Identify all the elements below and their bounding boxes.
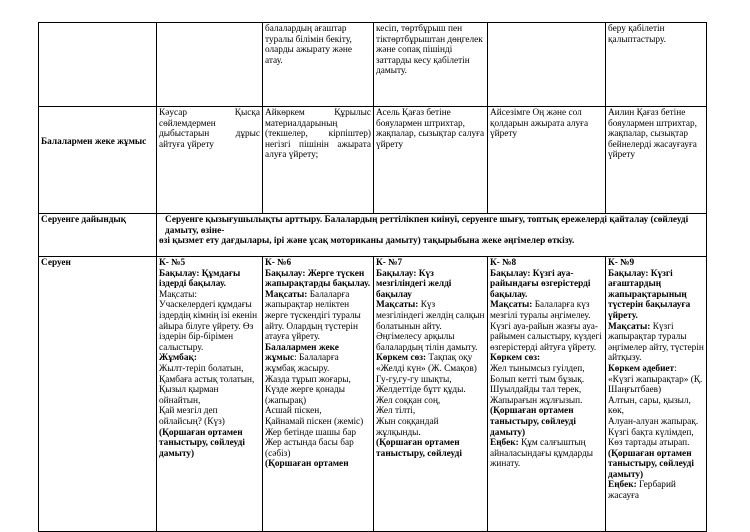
- goal-text: Күзгі жапырақтар туралы әңгімелер айту, түстерін айтқызу.: [608, 321, 704, 364]
- poem-line: Гу-гу,гу-гу шықты,: [376, 374, 452, 385]
- subject-tag: (Қоршаған ортамен таныстыру, сөйлеуді дамыту): [490, 406, 576, 438]
- cell-mon: Кәусар Қысқа сөйлемдермен дыбыстарын дұрыс айтуға үйрету: [157, 107, 263, 214]
- poem-line: Күзгі бақта күлімдеп,: [608, 427, 694, 438]
- riddle-line: Қамбаға астық толатын,: [159, 374, 255, 385]
- row-label: Серуенге дайындық: [39, 214, 157, 257]
- row-label: [39, 23, 157, 107]
- cell-mon: [157, 23, 263, 107]
- poem-line: Алтын, сары, қызыл, көк,: [608, 395, 691, 417]
- observation-title: Бақылау: Күзгі ағаштардың жапырақтарының түстерін бақылауға үйрету.: [608, 268, 691, 321]
- poem-line: Желдеттіде бұтт құды.: [376, 385, 466, 396]
- goal-label: Мақсаты:: [608, 321, 651, 332]
- riddle-line: Қайнамай піскен (жеміс): [265, 416, 364, 427]
- goal-label: Мақсаты:: [265, 289, 308, 300]
- cell-wed: кесіп, төртбұрыш пен тіктөртбұрыштан дөңгелек және сопақ пішінді заттарды кесу қабілетін дамыту.: [374, 23, 488, 107]
- riddle-line: Қызыл қырман ойнайтын,: [159, 385, 219, 406]
- labor-text: Құм салғыштың айналасындағы құмдарды жинату.: [490, 438, 594, 470]
- poem-line: Жапырағын жұлғызып.: [490, 395, 583, 406]
- art-word-text: Тақпақ оқу «Желді күн» (Ж. Смақов): [376, 353, 477, 374]
- row-label: Балалармен жеке жұмыс: [39, 107, 157, 214]
- observation-title: Бақылау: Күз мезгіліндегі желді бақылау: [376, 268, 452, 300]
- cell-mon: [157, 257, 263, 532]
- cell-tue: [263, 257, 374, 532]
- art-word-label: Көркем сөз:: [490, 353, 541, 364]
- observation-title: Бақылау: Күзгі ауа-райындағы өзгерістерді бақылау.: [490, 268, 591, 300]
- cell-wed: [374, 257, 488, 532]
- cell-thu: Айсезімге Оң және сол қолдарын ажырата алуға үйрету: [488, 107, 606, 214]
- riddle-line: Жазда тұрып жоғары,: [265, 374, 351, 385]
- table-row-walk: [39, 257, 707, 532]
- cell-tue: Айкөркем Құрылыс материалдарының (текшелер, кірпіштер) негізгі пішінін ажырата алуға үйрету;: [263, 107, 374, 214]
- cell-tue: балалардың ағаштар туралы білімін бекіту, оларды ажырату және атау.: [263, 23, 374, 107]
- goal-label: Мақсаты:: [490, 300, 533, 311]
- walk-preparation-line-2: өзі қызмет ету дағдылары, ірі және ұсақ моториканы дамыту) тақырыбына жеке әңгімелер өткізу.: [159, 236, 575, 247]
- card-number: К- №7: [376, 258, 403, 268]
- labor-text: Гербарий жасауға: [608, 480, 676, 502]
- subject-tag: (Қоршаған ортамен таныстыру, сөйлеуді дамыту): [608, 448, 694, 480]
- walk-preparation-text: [157, 214, 707, 257]
- goal-label: Мақсаты:: [159, 289, 197, 300]
- individual-work-label: Балалармен жеке жұмыс: [265, 342, 339, 364]
- riddle-line: Жылт-теріп болатын,: [159, 363, 244, 374]
- poem-line: Жын соққандай жұлқынды.: [376, 416, 439, 438]
- poem-line: Жел тынымсыз гуілдеп,: [490, 363, 585, 374]
- observation-title: Бақылау: Жерге түскен жапырақтарды бақылау.: [265, 268, 371, 290]
- cell-thu: [488, 257, 606, 532]
- art-literature-text: : «Күзгі жапырақтар» (Қ. Шаңғытбаев): [608, 363, 703, 396]
- table-row-continuation: [39, 23, 707, 107]
- poem-line: Жел соққан соң,: [376, 395, 441, 406]
- card-number: К- №6: [265, 258, 292, 268]
- riddle-label: Жұмбақ:: [159, 353, 197, 364]
- art-literature-label: Көркем әдебиет: [608, 363, 675, 374]
- schedule-table: [38, 22, 707, 532]
- subject-tag: (Қоршаған ортамен таныстыру, сөйлеуді дамыту): [159, 427, 245, 459]
- individual-work-text: : Балаларға жұмбақ жасыру.: [265, 353, 339, 374]
- riddle-line: Қай мезгіл деп ойлайсың? (Күз): [159, 406, 225, 427]
- table-row-walk-preparation: [39, 214, 707, 257]
- subject-tag: (Қоршаған ортамен таныстыру, сөйлеуді: [376, 438, 462, 459]
- cell-fri: беру қабілетін қалыптастыру.: [606, 23, 707, 107]
- riddle-line: Жер бетінде шашы бар: [265, 427, 357, 438]
- goal-label: Мақсаты:: [376, 300, 419, 311]
- subject-tag: (Қоршаған ортамен: [265, 459, 349, 470]
- poem-line: Шуылдайды тал терек,: [490, 385, 582, 396]
- cell-wed: Асель Қағаз бетіне бояулармен штрихтар, жақпалар, сызықтар салуға үйрету: [374, 107, 488, 214]
- card-number: К- №9: [608, 258, 635, 268]
- card-number: К- №8: [490, 258, 517, 268]
- goal-text: Балаларға күз мезгілі туралы әңгімелеу. Күзгі ауа-райын жазғы ауа-райымен салыстыру, күздегі өзгерістерді айтуға үйрету.: [490, 300, 602, 353]
- goal-text: Күз мезгіліндегі желдің салқын болатынын айту. Әңгімелесу арқылы балалардың тілін дамыту.: [376, 300, 485, 353]
- riddle-line: Жер астында басы бар (сәбіз): [265, 438, 354, 459]
- row-label: Серуен: [39, 257, 157, 532]
- art-word-label: Көркем сөз:: [376, 353, 427, 364]
- poem-line: Көз тартады атырап.: [608, 438, 690, 449]
- cell-fri: [606, 257, 707, 532]
- poem-line: Болып кетті тым бұзық.: [490, 374, 585, 385]
- cell-thu: [488, 23, 606, 107]
- riddle-line: Күзде жерге қонады (жапырақ): [265, 385, 345, 406]
- observation-title: Бақылау: Құмдағы іздерді бақылау.: [159, 268, 241, 290]
- goal-text: Балаларға жапырақтар неліктен жерге түскендігі туралы айту. Олардың түстерін атауға үйрету.: [265, 289, 361, 343]
- cell-fri: Аилин Қағаз бетіне бояулармен штрихтар, жақпалар, сызықтар бейнелерді жасауғауға үйрету: [606, 107, 707, 214]
- card-number: К- №5: [159, 258, 186, 268]
- poem-line: Алуан-алуан жапырақ.: [608, 416, 699, 427]
- riddle-line: Асшай піскен,: [265, 406, 322, 417]
- goal-text: Учаскелердегі құмдағы іздердің кімнің ізі екенін айыра білуге үйрету. Өз іздерін бір-бірімен салыстыру.: [159, 300, 258, 353]
- labor-label: Еңбек:: [608, 480, 637, 491]
- walk-preparation-line-1: Серуенге қызығушылықты арттыру. Балалардың реттілікпен киінуі, серуенге шығу, топтық ережелерді қайталау (сөйлеуді дамыту, өзіне-: [165, 215, 689, 236]
- table-row-individual-work: [39, 107, 707, 214]
- labor-label: Еңбек:: [490, 438, 519, 449]
- poem-line: Жел тілті,: [376, 406, 416, 417]
